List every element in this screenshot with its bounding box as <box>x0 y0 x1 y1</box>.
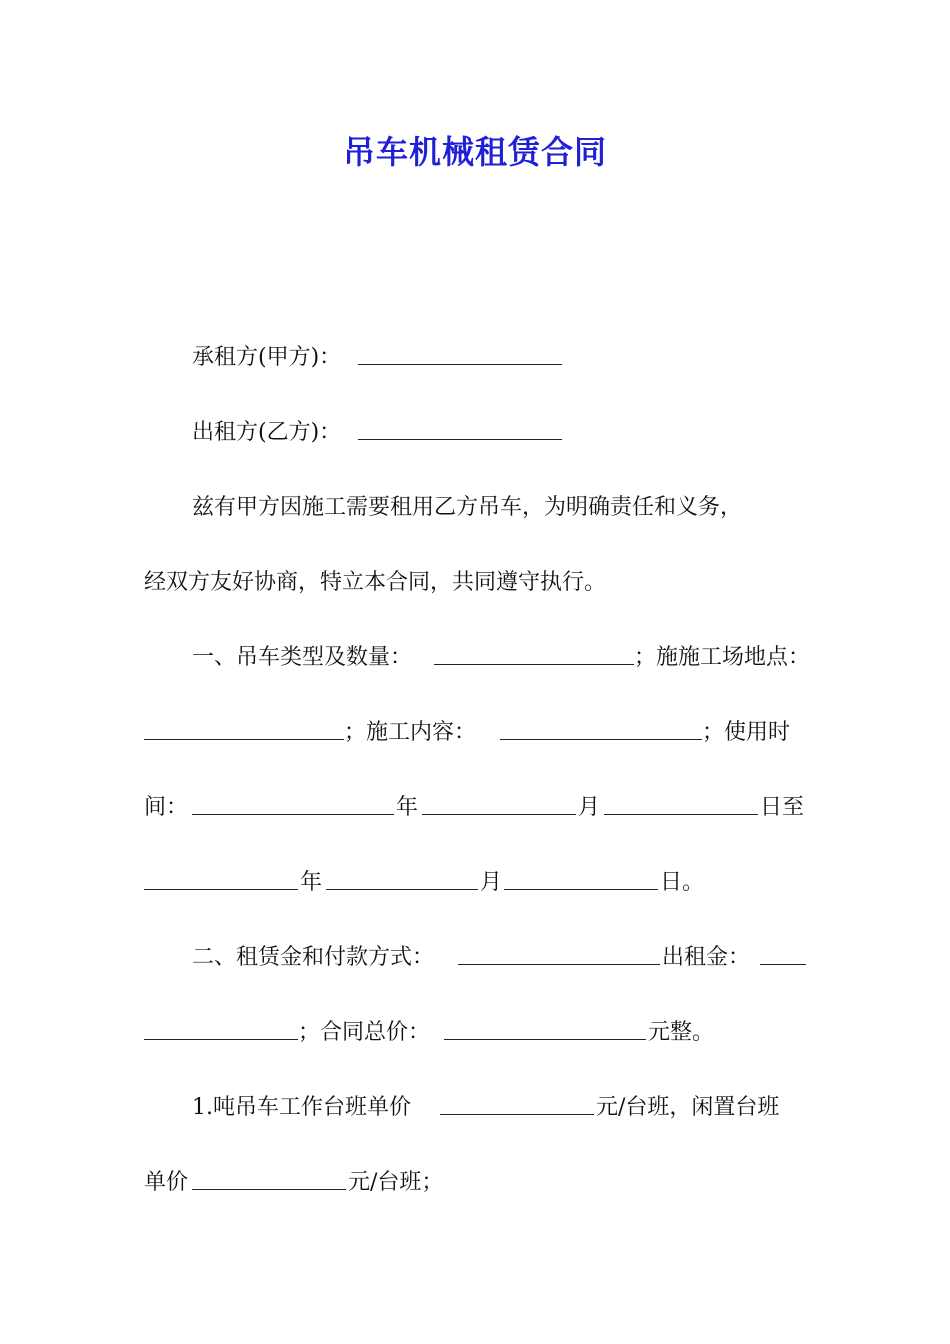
start-year-unit: 年 <box>396 795 419 820</box>
start-year-blank <box>192 790 394 815</box>
lessor-blank <box>358 415 562 440</box>
crane-type-blank <box>434 640 634 665</box>
payment-blank <box>458 940 660 965</box>
start-month-unit: 月 <box>578 795 601 820</box>
intro-text-2: 经双方友好协商，特立本合同，共同遵守执行。 <box>144 570 607 595</box>
crane-type-label: 一、吊车类型及数量： <box>192 645 413 670</box>
start-month-blank <box>422 790 576 815</box>
rent-blank-start <box>760 940 806 965</box>
end-month-blank <box>326 865 478 890</box>
intro-text-1: 兹有甲方因施工需要租用乙方吊车，为明确责任和义务， <box>192 495 743 520</box>
document-title: 吊车机械租赁合同 <box>342 133 607 171</box>
end-month-unit: 月 <box>480 870 503 895</box>
idle-price-unit: 元/台班； <box>348 1170 444 1195</box>
work-content-blank <box>500 715 702 740</box>
work-content-label: ；施工内容： <box>344 720 477 745</box>
end-day-unit: 日。 <box>660 870 705 895</box>
idle-price-blank <box>192 1165 346 1190</box>
end-year-blank <box>144 865 298 890</box>
end-year-unit: 年 <box>300 870 323 895</box>
site-label: ；施施工场地点： <box>634 645 811 670</box>
site-blank <box>144 715 344 740</box>
end-day-blank <box>504 865 658 890</box>
idle-price-label: 单价 <box>144 1170 189 1195</box>
lessee-label: 承租方(甲方)： <box>192 345 342 370</box>
total-price-label: ；合同总价： <box>298 1020 431 1045</box>
start-day-blank <box>604 790 758 815</box>
start-day-unit: 日至 <box>760 795 805 820</box>
usage-time-label-end: 间： <box>144 795 189 820</box>
lessee-blank <box>358 340 562 365</box>
rent-label: 出租金： <box>662 945 751 970</box>
total-price-blank <box>444 1015 646 1040</box>
work-shift-price-label: 1.吨吊车工作台班单价 <box>192 1095 411 1120</box>
payment-label: 二、租赁金和付款方式： <box>192 945 435 970</box>
work-shift-price-blank <box>440 1090 594 1115</box>
lessor-label: 出租方(乙方)： <box>192 420 342 445</box>
rent-blank-end <box>144 1015 298 1040</box>
usage-time-label: ；使用时 <box>702 720 791 745</box>
total-price-unit: 元整。 <box>648 1020 715 1045</box>
idle-shift-label: 元/台班，闲置台班 <box>596 1095 780 1120</box>
